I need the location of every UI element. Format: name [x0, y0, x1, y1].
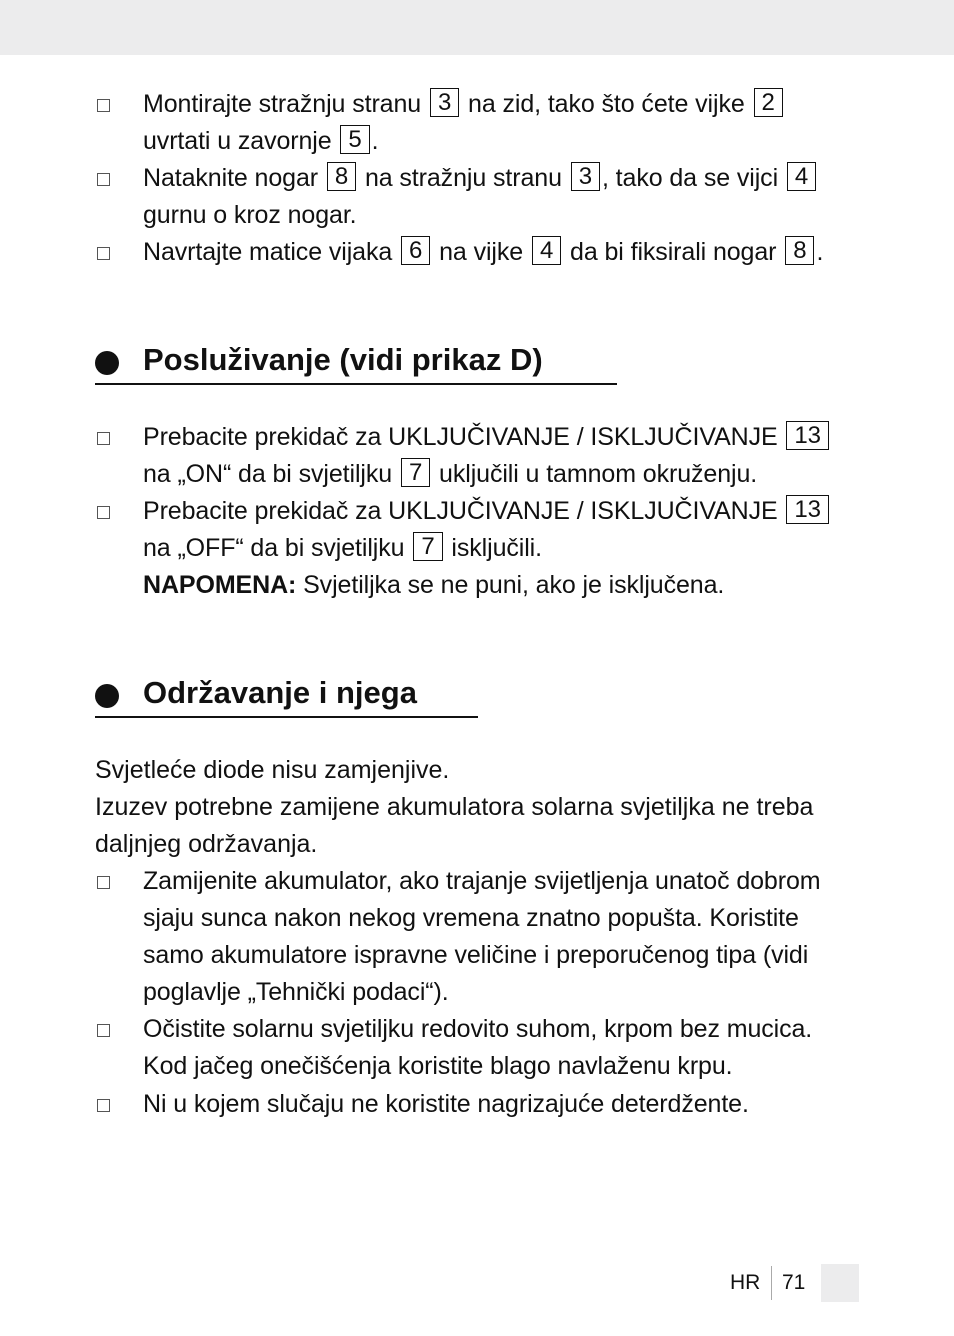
footer-language: HR	[730, 1271, 761, 1294]
ref-box: 4	[532, 236, 561, 265]
bullet-square	[97, 1024, 110, 1037]
note-label: NAPOMENA:	[143, 571, 297, 599]
section-title: Održavanje i njega	[143, 675, 417, 710]
heading-underline	[95, 383, 617, 385]
bullet-square	[97, 876, 110, 889]
ref-box: 6	[401, 236, 430, 265]
page-number: 71	[782, 1271, 806, 1294]
bullet-square	[97, 173, 110, 186]
ref-box: 3	[571, 162, 600, 191]
section-title: Posluživanje (vidi prikaz D)	[143, 342, 543, 377]
footer-separator	[771, 1266, 772, 1300]
heading-bullet-dot	[95, 684, 119, 708]
list-item: Prebacite prekidač za UKLJUČIVANJE / ISKLJUČIVANJE 13 na „ON“ da bi svjetiljku 7 uključili u tamnom okruženju.	[143, 419, 873, 493]
top-band	[0, 0, 954, 55]
footer-tab-box	[821, 1264, 859, 1302]
bullet-square	[97, 247, 110, 260]
list-item: Ni u kojem slučaju ne koristite nagrizajuće deterdžente.	[143, 1090, 749, 1118]
ref-box: 13	[786, 421, 829, 450]
paragraph: Svjetleće diode nisu zamjenjive.	[95, 756, 450, 784]
heading-bullet-dot	[95, 351, 119, 375]
bullet-square	[97, 506, 110, 519]
list-item: Očistite solarnu svjetiljku redovito suhom, krpom bez mucica. Kod jačeg onečišćenja koristite blago navlaženu krpu.	[143, 1015, 813, 1080]
ref-box: 3	[430, 88, 459, 117]
ref-box: 4	[787, 162, 816, 191]
ref-box: 5	[340, 125, 369, 154]
note-text: Svjetiljka se ne puni, ako je isključena.	[296, 571, 725, 599]
ref-box: 2	[754, 88, 783, 117]
ref-box: 13	[786, 495, 829, 524]
heading-underline	[95, 716, 478, 718]
ref-box: 8	[785, 236, 814, 265]
list-item: Prebacite prekidač za UKLJUČIVANJE / ISKLJUČIVANJE 13 na „OFF“ da bi svjetiljku 7 isključili. NAPOMENA: Svjetiljka se ne puni, ako je isključena.	[143, 493, 873, 604]
bullet-square	[97, 1099, 110, 1112]
bullet-square	[97, 432, 110, 445]
ref-box: 8	[327, 162, 356, 191]
list-item: Montirajte stražnju stranu 3 na zid, tako što ćete vijke 2 uvrtati u zavornje 5 .	[143, 86, 873, 160]
bullet-square	[97, 99, 110, 112]
list-item: Navrtajte matice vijaka 6 na vijke 4 da bi fiksirali nogar 8 .	[143, 237, 824, 266]
list-item: Nataknite nogar 8 na stražnju stranu 3 , tako da se vijci 4 gurnu o kroz nogar.	[143, 160, 873, 234]
paragraph: Izuzev potrebne zamijene akumulatora solarna svjetiljka ne treba daljnjeg održavanja.	[95, 793, 814, 858]
list-item: Zamijenite akumulator, ako trajanje svijetljenja unatoč dobrom sjaju sunca nakon nekog vremena znatno popušta. Koristite samo akumulatore ispravne veličine i preporučenog tipa (vidi poglavlje „Tehnički podaci“).	[143, 867, 821, 1006]
ref-box: 7	[413, 532, 442, 561]
ref-box: 7	[401, 458, 430, 487]
